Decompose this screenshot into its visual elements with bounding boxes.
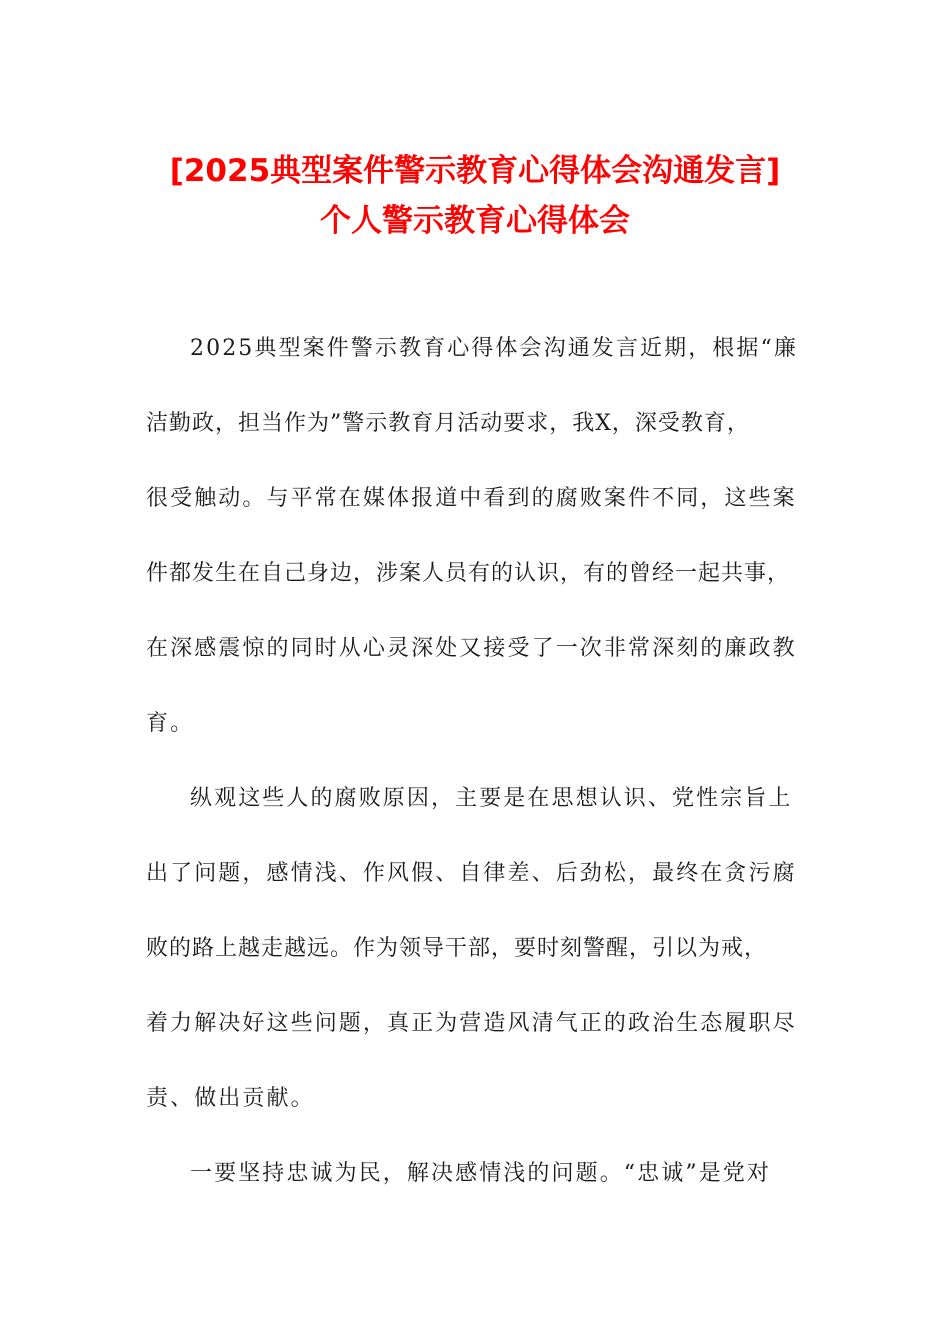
paragraph-1-line-1: 2025典型案件警示教育心得体会沟通发言近期，根据“廉 (190, 336, 798, 361)
paragraph-1-line-6: 育。 (146, 711, 195, 736)
paragraph-2-line-1: 纵观这些人的腐败原因，主要是在思想认识、党性宗旨上 (190, 786, 793, 811)
paragraph-1-line-2: 洁勤政，担当作为”警示教育月活动要求，我X，深受教育， (146, 411, 750, 436)
title-line-2: 个人警示教育心得体会 (320, 203, 630, 239)
paragraph-2-line-5: 责、做出贡献。 (146, 1086, 315, 1111)
paragraph-2-line-3: 败的路上越走越远。作为领导干部，要时刻警醒，引以为戒， (146, 936, 768, 961)
title-line-1: [2025典型案件警示教育心得体会沟通发言] (169, 153, 781, 189)
paragraph-1-line-4: 件都发生在自己身边，涉案人员有的认识，有的曾经一起共事， (146, 561, 791, 586)
paragraph-2-line-2: 出了问题，感情浅、作风假、自律差、后劲松，最终在贪污腐 (146, 861, 797, 886)
paragraph-2-line-4: 着力解决好这些问题，真正为营造风清气正的政治生态履职尽 (146, 1011, 797, 1036)
paragraph-1-line-3: 很受触动。与平常在媒体报道中看到的腐败案件不同，这些案 (146, 486, 797, 511)
document-body (146, 330, 800, 1230)
paragraph-3-line-1: 一要坚持忠诚为民，解决感情浅的问题。“忠诚”是党对 (190, 1161, 771, 1186)
document-title (100, 146, 850, 246)
paragraph-1-line-5: 在深感震惊的同时从心灵深处又接受了一次非常深刻的廉政教 (146, 636, 797, 661)
